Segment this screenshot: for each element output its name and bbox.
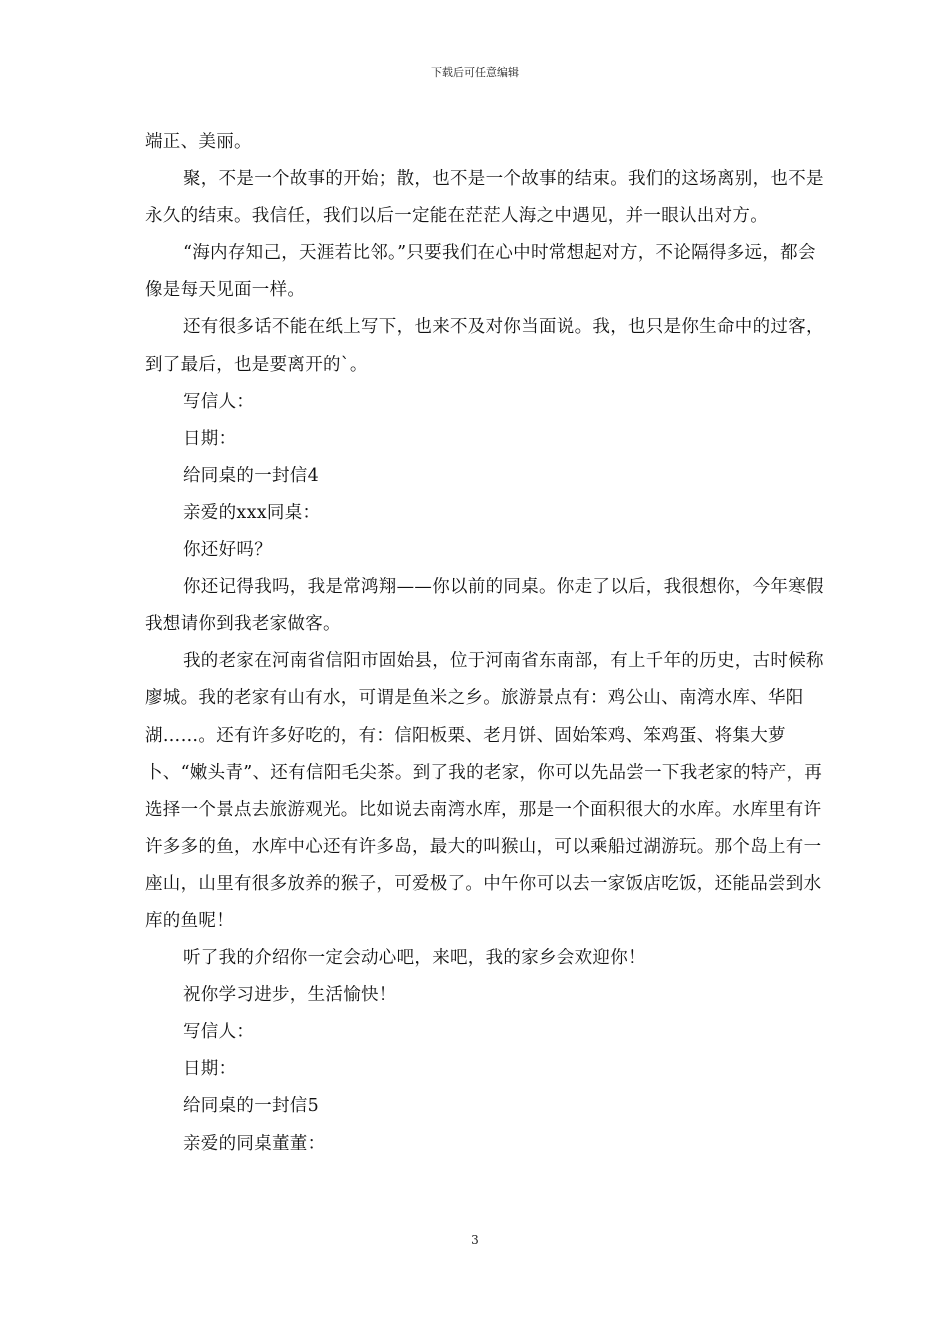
salutation: 亲爱的xxx同桌： [183, 502, 321, 523]
document-body [145, 124, 825, 1163]
letter-title: 给同桌的一封信4 [183, 465, 320, 486]
page-header: 下载后可任意编辑 [431, 66, 519, 79]
paragraph: 我的老家在河南省信阳市固始县，位于河南省东南部，有上千年的历史，古时候称廖城。我的老家有山有水，可谓是鱼米之乡。旅游景点有：鸡公山、南湾水库、华阳湖……。还有许多好吃的，有：信阳板栗、老月饼、固始笨鸡、笨鸡蛋、将集大萝卜、“嫩头青”、还有信阳毛尖茶。到了我的老家，你可以先品尝一下我老家的特产，再选择一个景点去旅游观光。比如说去南湾水库，那是一个面积很大的水库。水库里有许许多多的鱼，水库中心还有许多岛，最大的叫猴山，可以乘船过湖游玩。那个岛上有一座山，山里有很多放养的猴子，可爱极了。中午你可以去一家饭店吃饭，还能品尝到水库的鱼呢！ [145, 651, 824, 931]
paragraph: 端正、美丽。 [145, 132, 252, 152]
paragraph: 聚，不是一个故事的开始；散，也不是一个故事的结束。我们的这场离别，也不是永久的结束。我信任，我们以后一定能在茫茫人海之中遇见，并一眼认出对方。 [145, 169, 824, 227]
signature-line: 写信人： [183, 391, 255, 412]
paragraph: “海内存知己，天涯若比邻。”只要我们在心中时常想起对方，不论隔得多远，都会像是每天见面一样。 [145, 243, 816, 301]
paragraph: 你还记得我吗，我是常鸿翔——你以前的同桌。你走了以后，我很想你，今年寒假我想请你到我老家做客。 [145, 577, 824, 635]
paragraph: 听了我的介绍你一定会动心吧，来吧，我的家乡会欢迎你！ [183, 948, 646, 969]
date-line: 日期： [183, 1059, 237, 1080]
salutation: 亲爱的同桌董董： [183, 1133, 326, 1154]
date-line: 日期： [183, 428, 237, 449]
paragraph: 你还好吗？ [183, 540, 272, 561]
closing: 祝你学习进步，生活愉快！ [183, 985, 397, 1006]
paragraph: 还有很多话不能在纸上写下，也来不及对你当面说。我，也只是你生命中的过客，到了最后，也是要离开的`。 [145, 317, 824, 375]
page-number: 3 [471, 1233, 479, 1247]
signature-line: 写信人： [183, 1022, 255, 1043]
letter-title: 给同桌的一封信5 [183, 1096, 320, 1117]
